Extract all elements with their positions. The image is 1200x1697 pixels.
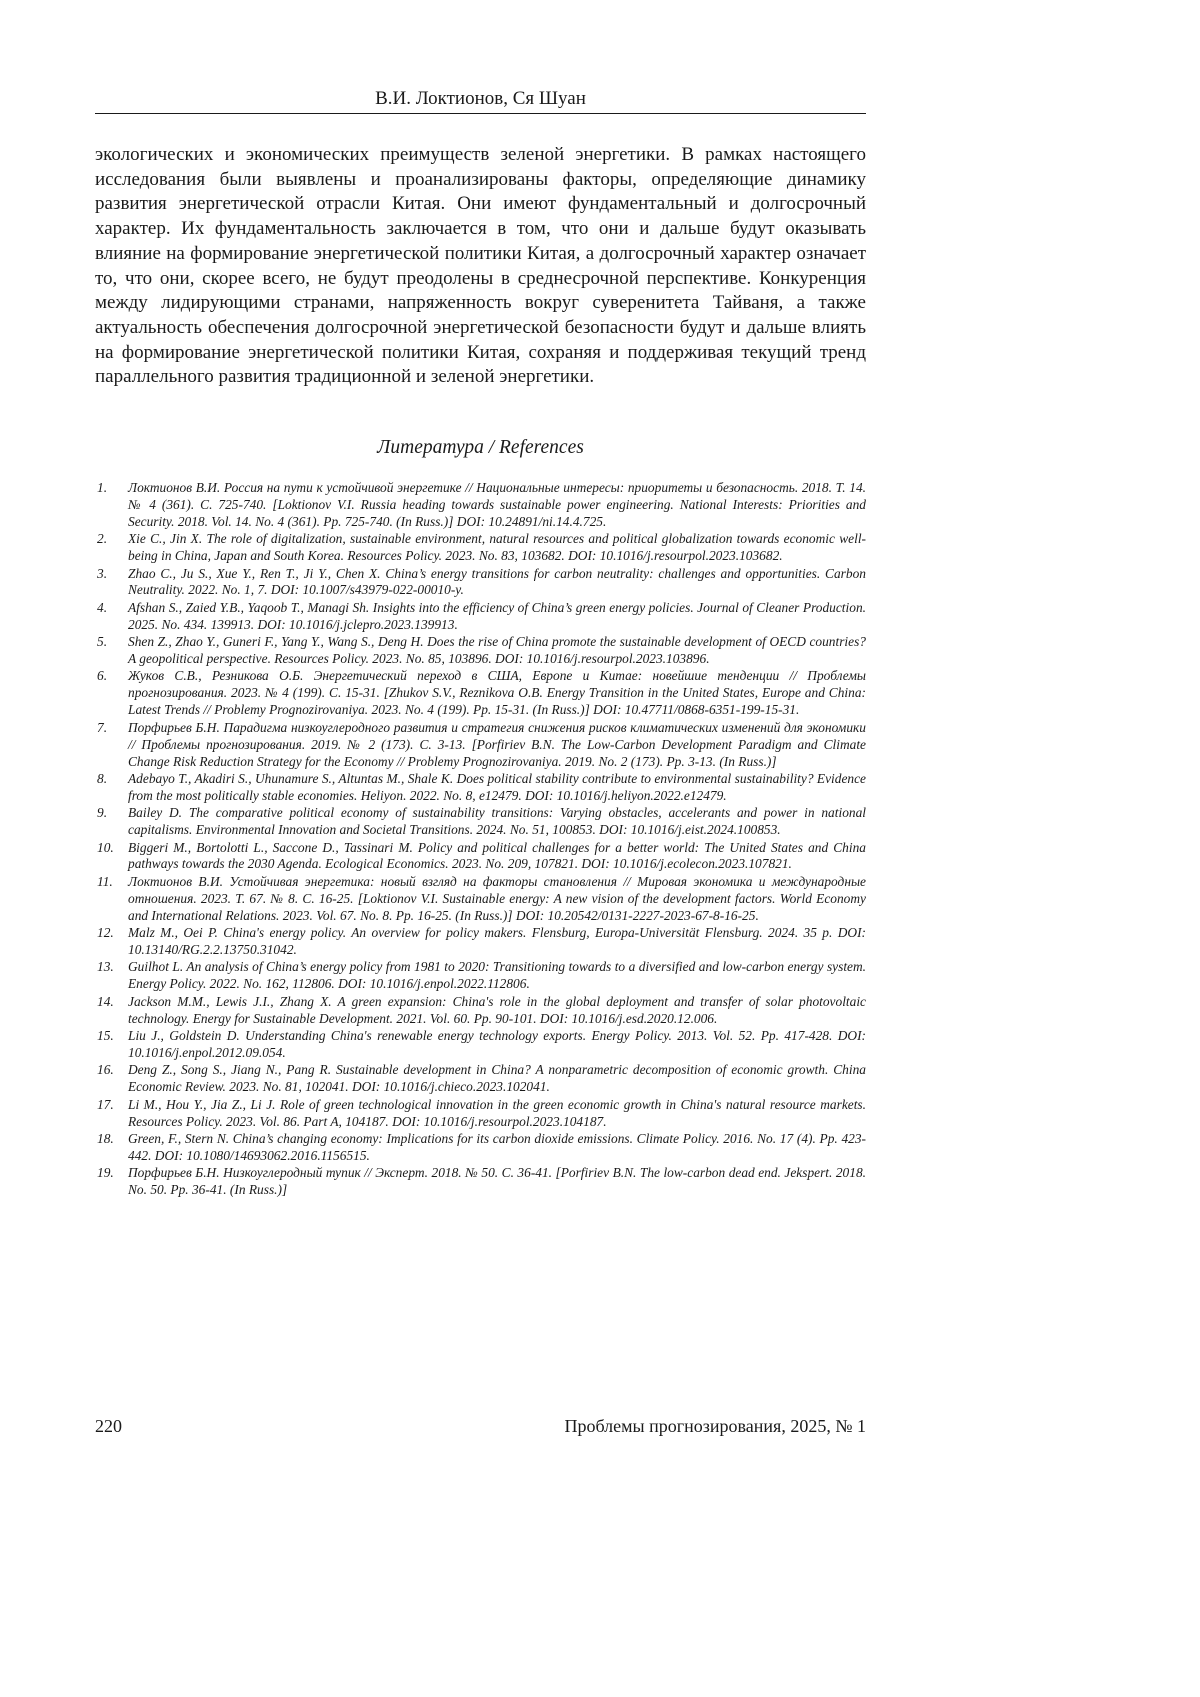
body-paragraph: экологических и экономических преимуществ зеленой энергетики. В рамках настоящего исследования были выявлены и проанализированы факторы, определяющие динамику развития энергетической отрасли Китая. Они имеют фундаментальный и долгосрочный характер. Их фундаментальность заключается в том, что они и дальше будут оказывать влияние на формирование энергетической политики Китая, а долгосрочный характер означает то, что они, скорее всего, не будут преодолены в среднесрочной перспективе. Конкуренция между лидирующими странами, напряженность вокруг суверенитета Тайваня, а также актуальность обеспечения долгосрочной энергетической безопасности будут и дальше влиять на формирование энергетической политики Китая, сохраняя и поддерживая текущий тренд параллельного развития традиционной и зеленой энергетики.	[95, 144, 866, 388]
reference-item	[95, 668, 866, 719]
reference-text: Jackson M.M., Lewis J.I., Zhang X. A green expansion: China's role in the global deployment and transfer of solar photovoltaic technology. Energy for Sustainable Development. 2021. Vol. 60. Pp. 90-101. DOI: 10.1016/j.esd.2020.12.006.	[128, 993, 866, 1026]
reference-item	[95, 531, 866, 565]
reference-number: 5.	[97, 634, 108, 650]
reference-text: Bailey D. The comparative political economy of sustainability transitions: Varying obstacles, accelerants and power in national capitalisms. Environmental Innovation and Societal Transitions. 2024. No. 51, 100853. DOI: 10.1016/j.eist.2024.100853.	[128, 805, 866, 838]
references-heading: Литература / References	[377, 437, 584, 458]
reference-number: 16.	[97, 1062, 114, 1078]
reference-item	[95, 994, 866, 1028]
reference-item	[95, 634, 866, 668]
reference-text: Локтионов В.И. Устойчивая энергетика: новый взгляд на факторы становления // Мировая экономика и международные отношения. 2023. Т. 67. № 8. С. 16-25. [Loktionov V.I. Sustainable energy: A new vision of the development factors. World Economy and International Relations. 2023. Vol. 67. No. 8. Pp. 16-25. (In Russ.)] DOI: 10.20542/0131-2227-2023-67-8-16-25.	[128, 873, 866, 923]
reference-item	[95, 720, 866, 771]
reference-item	[95, 480, 866, 531]
reference-list	[95, 480, 866, 1200]
reference-number: 17.	[97, 1096, 114, 1112]
reference-text: Жуков С.В., Резникова О.Б. Энергетический переход в США, Европе и Китае: новейшие тенденции // Проблемы прогнозирования. 2023. № 4 (199). С. 15-31. [Zhukov S.V., Reznikova O.B. Energy Transition in the United States, Europe and China: Latest Trends // Problemy Prognozirovaniya. 2023. No. 4 (199). Pp. 15-31. (In Russ.)] DOI: 10.47711/0868-6351-199-15-31.	[128, 668, 866, 718]
reference-text: Afshan S., Zaied Y.B., Yaqoob T., Managi Sh. Insights into the efficiency of China’s green energy policies. Journal of Cleaner Production. 2025. No. 434. 139913. DOI: 10.1016/j.jclepro.2023.139913.	[128, 599, 866, 632]
reference-text: Zhao C., Ju S., Xue Y., Ren T., Ji Y., Chen X. China’s energy transitions for carbon neutrality: challenges and opportunities. Carbon Neutrality. 2022. No. 1, 7. DOI: 10.1007/s43979-022-00010-y.	[128, 565, 866, 598]
reference-number: 1.	[97, 480, 108, 495]
reference-text: Green, F., Stern N. China’s changing economy: Implications for its carbon dioxide emissions. Climate Policy. 2016. No. 17 (4). Pp. 423-442. DOI: 10.1080/14693062.2016.1156515.	[128, 1130, 866, 1163]
reference-text: Локтионов В.И. Россия на пути к устойчивой энергетике // Национальные интересы: приоритеты и безопасность. 2018. Т. 14. № 4 (361). С. 725-740. [Loktionov V.I. Russia heading towards sustainable power engineering. National Interests: Priorities and Security. 2018. Vol. 14. No. 4 (361). Pp. 725-740. (In Russ.)] DOI: 10.24891/ni.14.4.725.	[128, 480, 866, 529]
reference-text: Deng Z., Song S., Jiang N., Pang R. Sustainable development in China? A nonparametric decomposition of economic growth. China Economic Review. 2023. No. 81, 102041. DOI: 10.1016/j.chieco.2023.102041.	[128, 1062, 866, 1095]
reference-number: 15.	[97, 1028, 114, 1043]
reference-text: Guilhot L. An analysis of China’s energy policy from 1981 to 2020: Transitioning towards to a diversified and low-carbon energy system. Energy Policy. 2022. No. 162, 112806. DOI: 10.1016/j.enpol.2022.112806.	[128, 959, 866, 992]
reference-text: Порфирьев Б.Н. Парадигма низкоуглеродного развития и стратегия снижения рисков климатических изменений для экономики // Проблемы прогнозирования. 2019. № 2 (173). С. 3-13. [Porfiriev B.N. The Low-Carbon Development Paradigm and Climate Change Risk Reduction Strategy for the Economy // Problemy Prognozirovaniya. 2019. No. 2 (173). Pp. 3-13. (In Russ.)]	[128, 719, 866, 769]
reference-number: 11.	[97, 873, 113, 889]
reference-text: Malz M., Oei P. China's energy policy. An overview for policy makers. Flensburg, Europa-Universität Flensburg. 2024. 35 p. DOI: 10.13140/RG.2.2.13750.31042.	[128, 925, 866, 957]
reference-item	[95, 925, 866, 959]
reference-item	[95, 600, 866, 634]
reference-number: 4.	[97, 599, 108, 615]
reference-number: 18.	[97, 1130, 114, 1146]
reference-item	[95, 1131, 866, 1165]
running-header: В.И. Локтионов, Ся Шуан	[375, 88, 586, 109]
reference-number: 10.	[97, 839, 114, 855]
reference-number: 6.	[97, 668, 108, 684]
page-number: 220	[95, 1416, 122, 1436]
reference-item	[95, 566, 866, 600]
header-divider	[95, 113, 866, 114]
reference-number: 13.	[97, 959, 114, 975]
reference-number: 2.	[97, 531, 108, 547]
reference-item	[95, 959, 866, 993]
reference-text: Xie C., Jin X. The role of digitalization, sustainable environment, natural resources and political globalization towards economic well-being in China, Japan and South Korea. Resources Policy. 2023. No. 83, 103682. DOI: 10.1016/j.resourpol.2023.103682.	[128, 531, 866, 564]
reference-number: 7.	[97, 719, 108, 735]
reference-text: Li M., Hou Y., Jia Z., Li J. Role of green technological innovation in the green economic growth in China's natural resource markets. Resources Policy. 2023. Vol. 86. Part A, 104187. DOI: 10.1016/j.resourpol.2023.104187.	[128, 1096, 866, 1129]
reference-item	[95, 1028, 866, 1062]
reference-text: Adebayo T., Akadiri S., Uhunamure S., Altuntas M., Shale K. Does political stability contribute to environmental sustainability? Evidence from the most politically stable economies. Heliyon. 2022. No. 8, e12479. DOI: 10.1016/j.heliyon.2022.e12479.	[128, 770, 866, 803]
reference-item	[95, 805, 866, 839]
reference-item	[95, 840, 866, 874]
reference-number: 8.	[97, 770, 108, 786]
journal-footer: Проблемы прогнозирования, 2025, № 1	[564, 1416, 866, 1436]
reference-number: 19.	[97, 1165, 114, 1181]
reference-number: 14.	[97, 993, 114, 1009]
reference-text: Shen Z., Zhao Y., Guneri F., Yang Y., Wang S., Deng H. Does the rise of China promote the sustainable development of OECD countries? A geopolitical perspective. Resources Policy. 2023. No. 85, 103896. DOI: 10.1016/j.resourpol.2023.103896.	[128, 634, 866, 667]
reference-text: Liu J., Goldstein D. Understanding China's renewable energy technology exports. Energy Policy. 2013. Vol. 52. Pp. 417-428. DOI: 10.1016/j.enpol.2012.09.054.	[128, 1028, 866, 1060]
reference-text: Biggeri M., Bortolotti L., Saccone D., Tassinari M. Policy and political challenges for a better world: The United States and China pathways towards the 2030 Agenda. Ecological Economics. 2023. No. 209, 107821. DOI: 10.1016/j.ecolecon.2023.107821.	[128, 839, 866, 872]
reference-item	[95, 1097, 866, 1131]
reference-number: 3.	[97, 565, 108, 581]
reference-number: 12.	[97, 925, 114, 941]
reference-text: Порфирьев Б.Н. Низкоуглеродный тупик // Эксперт. 2018. № 50. С. 36-41. [Porfiriev B.N. The low-carbon dead end. Jekspert. 2018. No. 50. Pp. 36-41. (In Russ.)]	[128, 1165, 866, 1198]
reference-number: 9.	[97, 805, 108, 821]
reference-item	[95, 1165, 866, 1199]
reference-item	[95, 1062, 866, 1096]
reference-item	[95, 874, 866, 925]
reference-item	[95, 771, 866, 805]
